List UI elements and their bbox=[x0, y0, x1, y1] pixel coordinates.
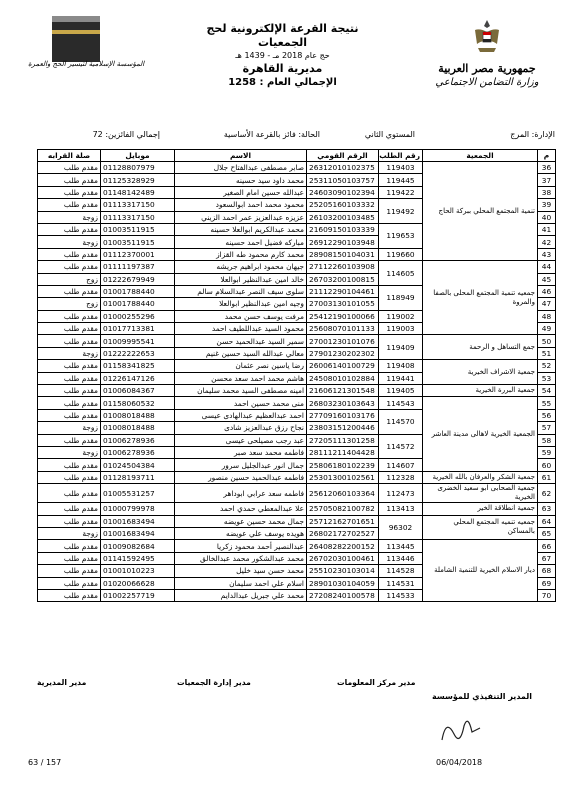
request-number: 113445 bbox=[379, 540, 423, 552]
mobile-number: 01148142489 bbox=[101, 186, 175, 198]
relation: مقدم طلب bbox=[38, 471, 101, 483]
relation: مقدم طلب bbox=[38, 261, 101, 273]
request-number: 114572 bbox=[379, 434, 423, 459]
relation: مقدم طلب bbox=[38, 459, 101, 471]
results-table bbox=[37, 149, 556, 602]
applicant-name: محمود محمد احمد ابوالسعود bbox=[175, 199, 307, 211]
relation: مقدم طلب bbox=[38, 360, 101, 372]
row-index: 66 bbox=[538, 540, 556, 552]
row-index: 39 bbox=[538, 199, 556, 211]
row-index: 45 bbox=[538, 273, 556, 285]
applicant-name: محمد عبدالكريم ابوالعلا حسينه bbox=[175, 223, 307, 235]
row-index: 38 bbox=[538, 186, 556, 198]
table-row bbox=[38, 540, 556, 552]
row-index: 62 bbox=[538, 484, 556, 503]
applicant-name: اسلام علي احمد سليمان bbox=[175, 577, 307, 589]
request-number: 114533 bbox=[379, 589, 423, 601]
mobile-number: 01000255296 bbox=[101, 310, 175, 322]
request-number: 119403 bbox=[379, 162, 423, 174]
national-id: 24508010102884 bbox=[307, 372, 379, 384]
relation: مقدم طلب bbox=[38, 409, 101, 421]
mobile-number: 01002257719 bbox=[101, 589, 175, 601]
row-index: 44 bbox=[538, 261, 556, 273]
national-id: 25806180102239 bbox=[307, 459, 379, 471]
request-number: 112473 bbox=[379, 484, 423, 503]
applicant-name: صابر مصطفى عبدالفتاح جلال bbox=[175, 162, 307, 174]
relation: زوجة bbox=[38, 446, 101, 458]
table-row bbox=[38, 397, 556, 409]
applicant-name: علا عبدالمعطي حمدي احمد bbox=[175, 503, 307, 515]
association-name: جمع التساهل و الرحمة bbox=[423, 335, 538, 360]
relation: مقدم طلب bbox=[38, 552, 101, 564]
mobile-number: 01008018488 bbox=[101, 422, 175, 434]
national-id: 26103200103485 bbox=[307, 211, 379, 223]
mobile-number: 01017713381 bbox=[101, 323, 175, 335]
signature-line bbox=[37, 678, 555, 692]
page-number: 63 / 157 bbox=[28, 758, 62, 767]
mobile-number: 01001788440 bbox=[101, 298, 175, 310]
association-name: جمعيه تنميه المجتمع المحلي بالمساكن bbox=[423, 515, 538, 540]
request-number: 119660 bbox=[379, 248, 423, 260]
row-index: 61 bbox=[538, 471, 556, 483]
applicant-name: رضا ياسين نصر عثمان bbox=[175, 360, 307, 372]
mobile-number: 01226147126 bbox=[101, 372, 175, 384]
mobile-number: 01222222653 bbox=[101, 347, 175, 359]
mobile-number: 01001683494 bbox=[101, 515, 175, 527]
table-row bbox=[38, 360, 556, 372]
ministry-logo bbox=[428, 18, 546, 106]
national-id: 25510230103014 bbox=[307, 565, 379, 577]
table-row bbox=[38, 503, 556, 515]
mobile-number: 01113317150 bbox=[101, 211, 175, 223]
applicant-name: خالد امين عبدالنظير ابوالعلا bbox=[175, 273, 307, 285]
applicant-name: معالي عبدالله السيد حسين غنيم bbox=[175, 347, 307, 359]
relation: مقدم طلب bbox=[38, 285, 101, 297]
national-id: 28908150104031 bbox=[307, 248, 379, 260]
national-id: 26408282200152 bbox=[307, 540, 379, 552]
col-header-association: الجمعية bbox=[423, 150, 538, 162]
table-row bbox=[38, 385, 556, 397]
mobile-number: 01009082684 bbox=[101, 540, 175, 552]
national-id: 26312010102375 bbox=[307, 162, 379, 174]
row-index: 59 bbox=[538, 446, 556, 458]
request-number: 119653 bbox=[379, 223, 423, 248]
applicant-name: سمير السيد عبدالحميد حسن bbox=[175, 335, 307, 347]
relation: مقدم طلب bbox=[38, 310, 101, 322]
document-header bbox=[185, 22, 380, 90]
mobile-number: 01003511915 bbox=[101, 236, 175, 248]
association-name: تنمية المجتمع المحلي ببركة الحاج bbox=[423, 162, 538, 261]
row-index: 60 bbox=[538, 459, 556, 471]
document-title: نتيجة القرعة الإلكترونية لحج الجمعيات bbox=[206, 22, 359, 49]
mobile-number: 01111197387 bbox=[101, 261, 175, 273]
directorate-name: مديرية القاهرة bbox=[242, 62, 323, 75]
col-header-request: رقم الطلب bbox=[379, 150, 423, 162]
row-index: 70 bbox=[538, 589, 556, 601]
table-row bbox=[38, 515, 556, 527]
national-id: 26006140100729 bbox=[307, 360, 379, 372]
national-id: 25205160103332 bbox=[307, 199, 379, 211]
applicant-name: مباركه فضيل احمد حسينه bbox=[175, 236, 307, 248]
relation: مقدم طلب bbox=[38, 577, 101, 589]
national-id: 28111211404428 bbox=[307, 446, 379, 458]
mobile-number: 01005531257 bbox=[101, 484, 175, 503]
relation: زوجة bbox=[38, 347, 101, 359]
national-id: 27003130101055 bbox=[307, 298, 379, 310]
applicant-name: محمد حسن سيد خليل bbox=[175, 565, 307, 577]
signature-icon bbox=[432, 708, 492, 748]
relation: مقدم طلب bbox=[38, 372, 101, 384]
applicant-name: هاشم محمد احمد سعد محسن bbox=[175, 372, 307, 384]
table-row bbox=[38, 162, 556, 174]
row-index: 68 bbox=[538, 565, 556, 577]
row-index: 54 bbox=[538, 385, 556, 397]
applicant-name: جمال انور عبدالجليل سرور bbox=[175, 459, 307, 471]
request-number: 119408 bbox=[379, 360, 423, 372]
relation: مقدم طلب bbox=[38, 385, 101, 397]
request-number: 114605 bbox=[379, 261, 423, 286]
table-header-row bbox=[38, 150, 556, 162]
request-number: 114531 bbox=[379, 577, 423, 589]
association-name: جمعية الشكر والعرفان بالله الخيرية bbox=[423, 471, 538, 483]
row-index: 41 bbox=[538, 223, 556, 235]
print-date: 06/04/2018 bbox=[436, 758, 483, 767]
applicant-name: سلوى سيف النصر عبدالسلام سالم bbox=[175, 285, 307, 297]
country-name: جمهورية مصر العربية bbox=[438, 62, 536, 75]
admin-label: الإدارة: المرج bbox=[510, 130, 555, 139]
national-id: 27709160103176 bbox=[307, 409, 379, 421]
relation: زوجة bbox=[38, 422, 101, 434]
applicant-name: وجيه امين عبدالنظير ابوالعلا bbox=[175, 298, 307, 310]
mobile-number: 01128807979 bbox=[101, 162, 175, 174]
mobile-number: 01158060532 bbox=[101, 397, 175, 409]
national-id: 26802172702527 bbox=[307, 527, 379, 539]
relation: مقدم طلب bbox=[38, 199, 101, 211]
national-id: 25712162701651 bbox=[307, 515, 379, 527]
applicant-name: عبدالله حسين امام الصغير bbox=[175, 186, 307, 198]
grand-total: الإجمالي العام : 1258 bbox=[228, 77, 337, 88]
applicant-name: جمال محمد حسين عويضه bbox=[175, 515, 307, 527]
mobile-number: 01000799978 bbox=[101, 503, 175, 515]
relation: مقدم طلب bbox=[38, 565, 101, 577]
association-name: ديار الاسلام الخيرية للتنمية الشاملة bbox=[423, 540, 538, 602]
mobile-number: 01008018488 bbox=[101, 409, 175, 421]
mobile-number: 01001683494 bbox=[101, 527, 175, 539]
relation: زوجة bbox=[38, 236, 101, 248]
mobile-number: 01001010223 bbox=[101, 565, 175, 577]
mobile-number: 01006278936 bbox=[101, 446, 175, 458]
relation: زوجة bbox=[38, 527, 101, 539]
relation: مقدم طلب bbox=[38, 162, 101, 174]
row-index: 50 bbox=[538, 335, 556, 347]
organization-name: المؤسسة الإسلامية لتيسير الحج والعمرة bbox=[28, 60, 145, 68]
row-index: 46 bbox=[538, 285, 556, 297]
national-id: 26912290103948 bbox=[307, 236, 379, 248]
request-number: 113413 bbox=[379, 503, 423, 515]
row-index: 63 bbox=[538, 503, 556, 515]
mobile-number: 01128193711 bbox=[101, 471, 175, 483]
relation: مقدم طلب bbox=[38, 515, 101, 527]
row-index: 53 bbox=[538, 372, 556, 384]
relation: مقدم طلب bbox=[38, 248, 101, 260]
national-id: 27112260103908 bbox=[307, 261, 379, 273]
sig-associations: مدير إدارة الجمعيات bbox=[177, 678, 251, 687]
col-header-relation: صلة القرابه bbox=[38, 150, 101, 162]
row-index: 69 bbox=[538, 577, 556, 589]
request-number: 113446 bbox=[379, 552, 423, 564]
national-id: 25608070101133 bbox=[307, 323, 379, 335]
mobile-number: 01020066628 bbox=[101, 577, 175, 589]
request-number: 119405 bbox=[379, 385, 423, 397]
association-name: جمعية البررة الخيرية bbox=[423, 385, 538, 397]
mobile-number: 01125328929 bbox=[101, 174, 175, 186]
applicant-name: فاطمه محمد سعد صبر bbox=[175, 446, 307, 458]
hajj-year: حج عام 2018 مـ - 1439 هـ bbox=[235, 51, 330, 60]
row-index: 49 bbox=[538, 323, 556, 335]
national-id: 21606121301548 bbox=[307, 385, 379, 397]
applicant-name: محمود السيد عبداللطيف احمد bbox=[175, 323, 307, 335]
request-number: 119409 bbox=[379, 335, 423, 360]
row-index: 47 bbox=[538, 298, 556, 310]
col-header-name: الاسم bbox=[175, 150, 307, 162]
row-index: 56 bbox=[538, 409, 556, 421]
national-id: 27208240100578 bbox=[307, 589, 379, 601]
national-id: 28901030104059 bbox=[307, 577, 379, 589]
mobile-number: 01003511915 bbox=[101, 223, 175, 235]
row-index: 36 bbox=[538, 162, 556, 174]
row-index: 37 bbox=[538, 174, 556, 186]
sig-directorate: مدير المديرية bbox=[37, 678, 87, 687]
level-label: المستوي الثاني bbox=[364, 130, 415, 139]
row-index: 57 bbox=[538, 422, 556, 434]
relation: مقدم طلب bbox=[38, 335, 101, 347]
national-id: 26803230103643 bbox=[307, 397, 379, 409]
relation: مقدم طلب bbox=[38, 434, 101, 446]
mobile-number: 01222679949 bbox=[101, 273, 175, 285]
applicant-name: عبد رجب مصيلحى عيسى bbox=[175, 434, 307, 446]
mobile-number: 01009995541 bbox=[101, 335, 175, 347]
mobile-number: 01112370001 bbox=[101, 248, 175, 260]
relation: زوج bbox=[38, 273, 101, 285]
relation: مقدم طلب bbox=[38, 174, 101, 186]
applicant-name: عزيزه عبدالعزيز عمر احمد الزيني bbox=[175, 211, 307, 223]
row-index: 51 bbox=[538, 347, 556, 359]
national-id: 21112290104461 bbox=[307, 285, 379, 297]
national-id: 26702030100461 bbox=[307, 552, 379, 564]
national-id: 25311050103757 bbox=[307, 174, 379, 186]
applicant-name: محمد عبدالشكور محمد عبدالخالق bbox=[175, 552, 307, 564]
row-index: 55 bbox=[538, 397, 556, 409]
row-index: 42 bbox=[538, 236, 556, 248]
association-name: الجمعية الخيرية لاهالى مدينة العاشر bbox=[423, 397, 538, 471]
table-row bbox=[38, 484, 556, 503]
row-index: 52 bbox=[538, 360, 556, 372]
request-number: 119422 bbox=[379, 186, 423, 198]
national-id: 27205111301258 bbox=[307, 434, 379, 446]
request-number: 114607 bbox=[379, 459, 423, 471]
row-index: 64 bbox=[538, 515, 556, 527]
filter-summary bbox=[37, 128, 555, 141]
mobile-number: 01113317150 bbox=[101, 199, 175, 211]
request-number: 119445 bbox=[379, 174, 423, 186]
relation: زوج bbox=[38, 298, 101, 310]
organization-logo bbox=[28, 16, 145, 74]
applicant-name: فاطمه عبدالحميد حسين منصور bbox=[175, 471, 307, 483]
request-number: 118949 bbox=[379, 285, 423, 310]
national-id: 23803151200446 bbox=[307, 422, 379, 434]
applicant-name: امينه مصطفى السيد محمد سليمان bbox=[175, 385, 307, 397]
table-row bbox=[38, 471, 556, 483]
request-number: 119002 bbox=[379, 310, 423, 322]
association-name: جمعية الاشراف الخيرية bbox=[423, 360, 538, 385]
sig-info-center: مدير مركز المعلومات bbox=[337, 678, 416, 687]
row-index: 40 bbox=[538, 211, 556, 223]
mobile-number: 01024504384 bbox=[101, 459, 175, 471]
association-name: جمعية انطلاقة الخير bbox=[423, 503, 538, 515]
request-number: 112328 bbox=[379, 471, 423, 483]
mobile-number: 01006084367 bbox=[101, 385, 175, 397]
row-index: 58 bbox=[538, 434, 556, 446]
national-id: 26703200100815 bbox=[307, 273, 379, 285]
applicant-name: جيهان محمود ابراهيم جريشه bbox=[175, 261, 307, 273]
national-id: 21609150103339 bbox=[307, 223, 379, 235]
relation: مقدم طلب bbox=[38, 503, 101, 515]
relation: زوجة bbox=[38, 211, 101, 223]
applicant-name: هويده يوسف علي عويضه bbox=[175, 527, 307, 539]
col-header-national-id: الرقم القومي bbox=[307, 150, 379, 162]
applicant-name: احمد عبدالعظيم عبدالهادى عيسى bbox=[175, 409, 307, 421]
applicant-name: محمد علي جبريل عبدالدايم bbox=[175, 589, 307, 601]
request-number: 114528 bbox=[379, 565, 423, 577]
request-number: 114570 bbox=[379, 409, 423, 434]
executive-director: المدير التنفيذي للمؤسسة bbox=[432, 692, 533, 701]
association-name: جمعيه تنمية المجتمع المحلى بالصفا والمروة bbox=[423, 261, 538, 335]
mobile-number: 01001788440 bbox=[101, 285, 175, 297]
kaaba-image bbox=[52, 16, 100, 62]
national-id: 24603090102394 bbox=[307, 186, 379, 198]
row-index: 65 bbox=[538, 527, 556, 539]
table-row bbox=[38, 261, 556, 273]
request-number: 114543 bbox=[379, 397, 423, 409]
row-index: 48 bbox=[538, 310, 556, 322]
request-number: 119441 bbox=[379, 372, 423, 384]
national-id: 25301300102561 bbox=[307, 471, 379, 483]
applicant-name: فاطمه سعد عرابي ابوداهر bbox=[175, 484, 307, 503]
status-label: الحالة: فائز بالقرعة الأساسية bbox=[223, 130, 320, 139]
relation: مقدم طلب bbox=[38, 323, 101, 335]
applicant-name: منى محمد حسين احمد bbox=[175, 397, 307, 409]
association-name: جمعية الصحابى ابو سعيد الخضرى الخيرية bbox=[423, 484, 538, 503]
applicant-name: مرفت يوسف حسن محمد bbox=[175, 310, 307, 322]
winners-total: إجمالي الفائزين: 72 bbox=[92, 130, 160, 139]
applicant-name: محمد داود سيد حسينه bbox=[175, 174, 307, 186]
request-number: 119492 bbox=[379, 199, 423, 224]
national-id: 25412190100066 bbox=[307, 310, 379, 322]
col-header-mobile: موبايل bbox=[101, 150, 175, 162]
ministry-name: وزارة التضامن الاجتماعي bbox=[435, 77, 539, 88]
relation: مقدم طلب bbox=[38, 484, 101, 503]
relation: مقدم طلب bbox=[38, 223, 101, 235]
relation: مقدم طلب bbox=[38, 540, 101, 552]
relation: مقدم طلب bbox=[38, 589, 101, 601]
national-id: 25612060103364 bbox=[307, 484, 379, 503]
applicant-name: محمد كارم محمود طه القزاز bbox=[175, 248, 307, 260]
applicant-name: عبدالنصير أحمد محمود زكريا bbox=[175, 540, 307, 552]
col-header-index: م bbox=[538, 150, 556, 162]
mobile-number: 01006278936 bbox=[101, 434, 175, 446]
national-id: 25705082100782 bbox=[307, 503, 379, 515]
national-id: 27901230202302 bbox=[307, 347, 379, 359]
national-id: 27001230101076 bbox=[307, 335, 379, 347]
relation: مقدم طلب bbox=[38, 397, 101, 409]
row-index: 43 bbox=[538, 248, 556, 260]
row-index: 67 bbox=[538, 552, 556, 564]
mobile-number: 01158341825 bbox=[101, 360, 175, 372]
request-number: 119003 bbox=[379, 323, 423, 335]
relation: مقدم طلب bbox=[38, 186, 101, 198]
applicant-name: نجاح رزق عبدالعزيز شادى bbox=[175, 422, 307, 434]
table-row bbox=[38, 335, 556, 347]
eagle-emblem-icon bbox=[472, 18, 502, 58]
mobile-number: 01141592495 bbox=[101, 552, 175, 564]
request-number: 96302 bbox=[379, 515, 423, 540]
